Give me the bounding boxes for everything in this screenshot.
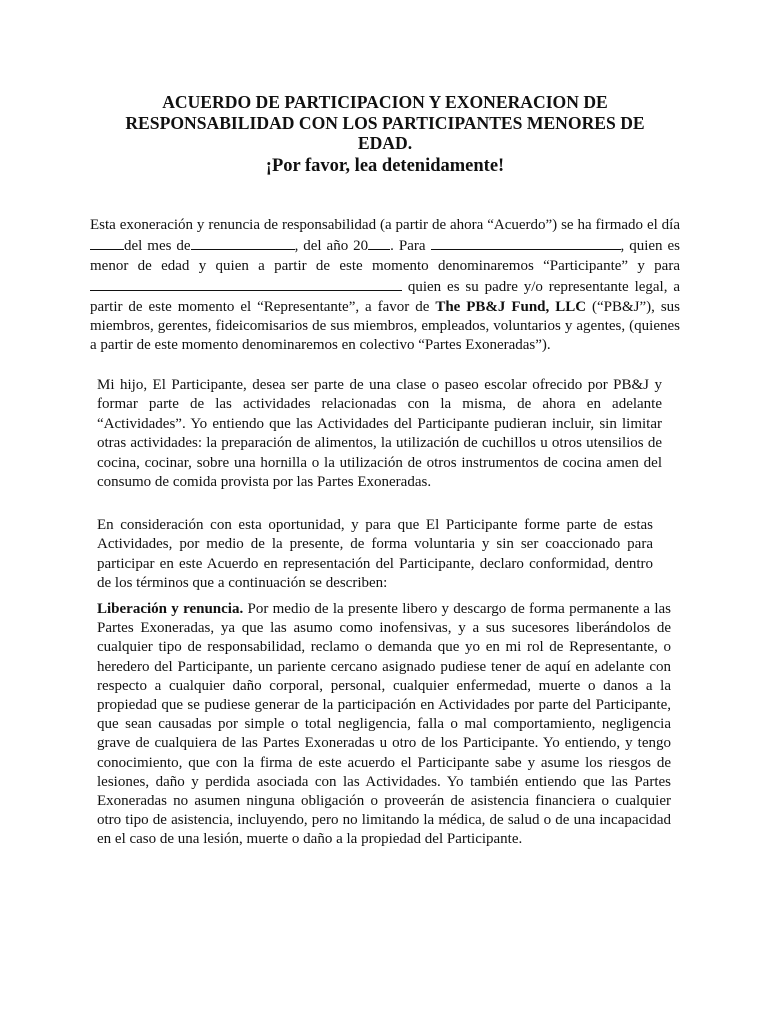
representative-name-blank[interactable] [90, 276, 402, 291]
paragraph-activities: Mi hijo, El Participante, desea ser parte de una clase o paseo escolar ofrecido por PB&J y formar parte de las actividades relacionadas con la misma, de ahora en adelante “Actividades”. Yo entiendo que las Actividades del Participante pudieran incluir, sin limitar otras actividades: la preparación de alimentos, la utilización de cuchillos u otros utensilios de cocina, cocinar, sobre una hornilla o la utilización de otros instrumentos de cocina amen del consumo de comida provista por las Partes Exoneradas. [97, 377, 662, 491]
intro-text-2: del mes de [124, 238, 191, 255]
day-blank[interactable] [90, 235, 124, 250]
intro-text-3: , del año 20 [294, 238, 369, 255]
intro-text-4: . Para [390, 238, 431, 255]
document-title [88, 92, 682, 176]
intro-text-7: (“PB&J”), sus miembros, gerentes, fideicomisarios de sus miembros, empleados, voluntarios y agentes, (quienes a partir de este momento denominaremos en colectivo “Partes Exoneradas”). [90, 298, 681, 354]
document-subtitle: ¡Por favor, lea detenidamente! [265, 155, 505, 176]
fund-name: The PB&J Fund, LLC [435, 298, 587, 315]
release-body: Por medio de la presente libero y descargo de forma permanente a las Partes Exoneradas, ya que las asumo como inofensivas, y a sus sucesores liberándolos de cualquier tipo de responsabilidad, reclamo o demanda que yo en mi rol de Representante, o heredero del Participante, un pariente cercano asignado pudiese tener de aquí en adelante con respecto a cualquier daño corporal, personal, cualquier enfermedad, muerte o danos a la propiedad que se pudiese generar de la participación en Actividades por parte del Participante, que sean causadas por simple o total negligencia, falla o mal comportamiento, negligencia grave de cualquiera de las Partes Exoneradas u otro de los Participante. Yo entiendo, y tengo conocimiento, que con la firma de este acuerdo el Participante sabe y asume los riesgos de lesiones, daño y perdida asociada con las Actividades. Yo también entiendo que las Partes Exoneradas no asumen ninguna obligación o proveerán de asistencia financiera o cualquier otro tipo de asistencia, incluyendo, pero no limitando la médica, de salud o de una incapacidad en el caso de una lesión, muerte o daño a la propiedad del Participante. [97, 601, 671, 848]
month-blank[interactable] [191, 235, 295, 250]
paragraph-agreement-intro [90, 216, 680, 356]
title-line-3: EDAD. [357, 133, 413, 153]
paragraph-consideration: En consideración con esta oportunidad, y para que El Participante forme parte de estas Actividades, por medio de la presente, de forma voluntaria y sin ser coaccionado para participar en este Acuerdo en representación del Participante, declaro conformidad, dentro de los términos que a continuación se describen: [97, 517, 653, 592]
intro-text-6: quien es su padre y/o representante legal, a partir de este momento el “Representante”, a favor de [90, 279, 680, 315]
intro-text-5: , quien es menor de edad y quien a partir de este momento denominaremos “Participante” y para [90, 238, 680, 274]
participant-name-blank[interactable] [431, 235, 621, 250]
intro-text-1: Esta exoneración y renuncia de responsabilidad (a partir de ahora “Acuerdo”) se ha firmado el día [90, 217, 680, 233]
year-blank[interactable] [368, 235, 390, 250]
title-line-1: ACUERDO DE PARTICIPACION Y EXONERACION DE [162, 92, 608, 112]
release-heading: Liberación y renuncia. [97, 601, 244, 617]
title-line-2: RESPONSABILIDAD CON LOS PARTICIPANTES MENORES DE [125, 112, 645, 133]
paragraph-release-waiver [97, 600, 671, 850]
